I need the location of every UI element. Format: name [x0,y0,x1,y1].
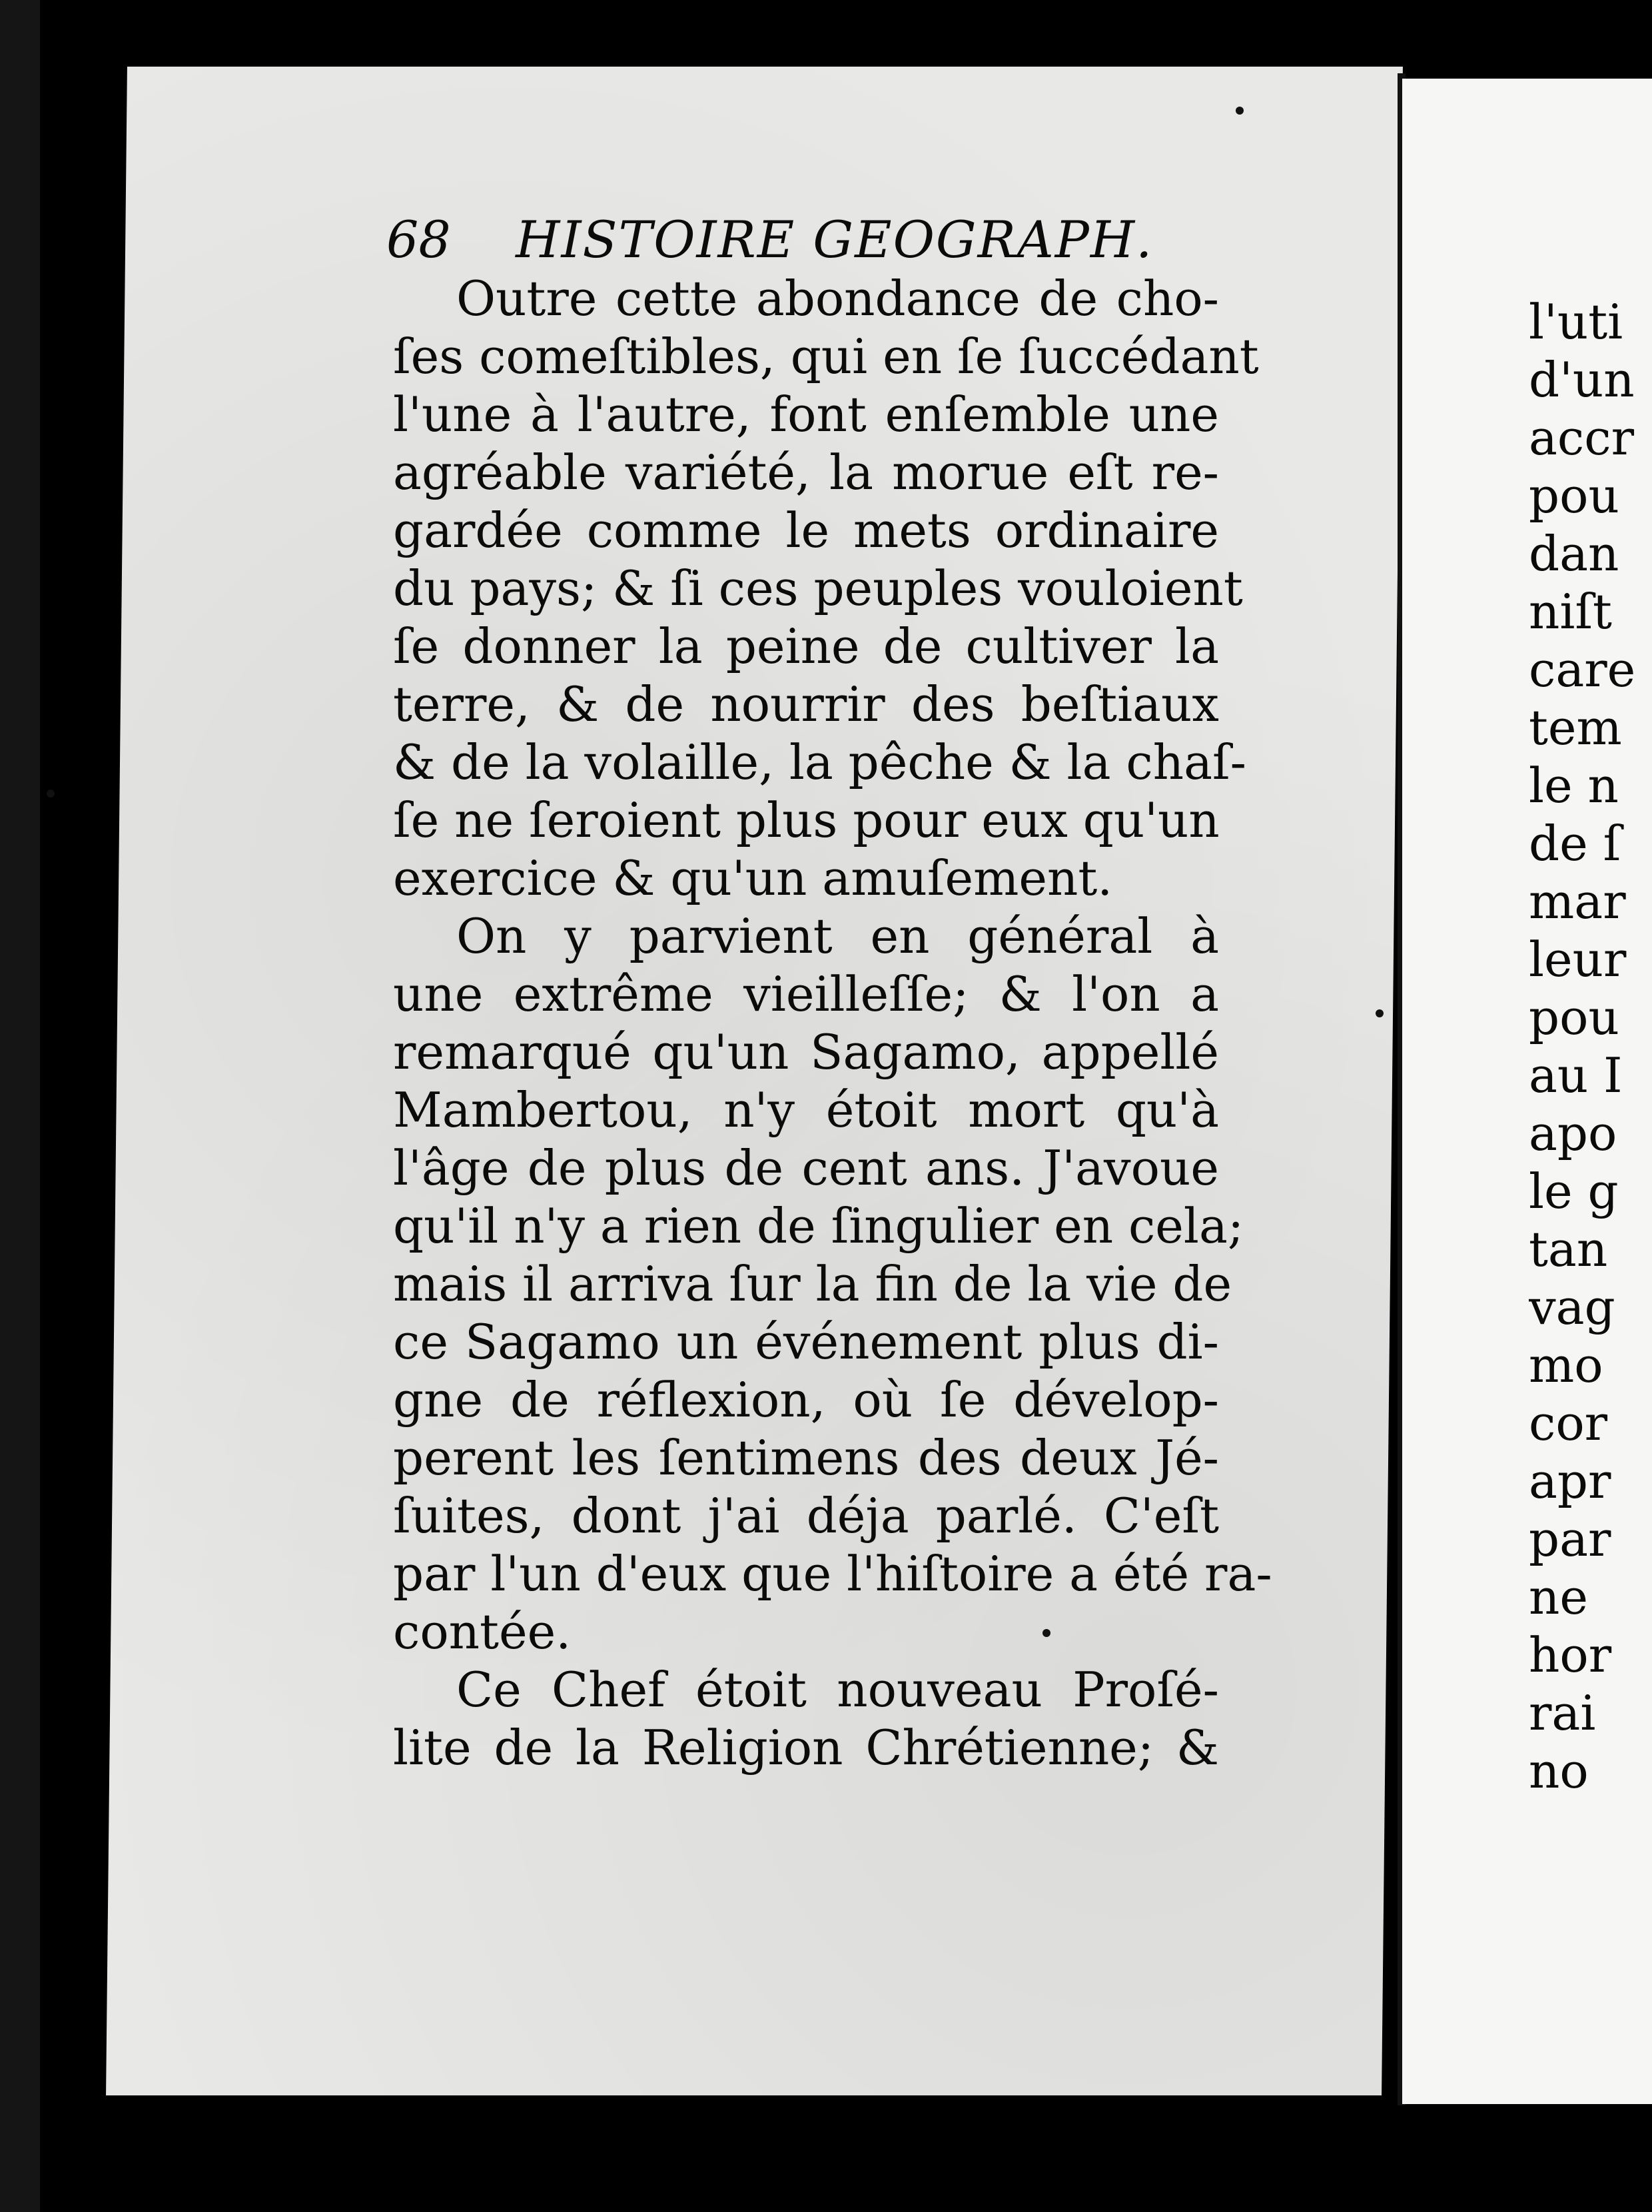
text-line: perent les ſentimens des deux Jé- [393,1430,1219,1486]
text-line: remarqué qu'un Sagamo, appellé [393,1024,1219,1080]
right-text-fragment: pou [1529,989,1619,1045]
ink-speck [47,790,55,798]
right-text-fragment: de ſ [1529,816,1621,871]
text-line: ſe donner la peine de cultiver la [393,618,1219,674]
right-text-fragment: pou [1529,468,1619,524]
text-line: terre, & de nourrir des beſtiaux [393,676,1219,732]
right-text-fragment: rai [1529,1685,1596,1741]
text-line: ce Sagamo un événement plus di- [393,1314,1219,1370]
right-text-fragment: apo [1529,1105,1617,1161]
left-page-text [393,270,1272,1777]
right-text-fragment: no [1529,1743,1589,1799]
running-head [386,200,1186,280]
right-page-text [1529,293,1652,1800]
text-line: une extrême vieilleſſe; & l'on a [393,966,1219,1022]
text-line: agréable variété, la morue eſt re- [393,444,1219,500]
right-text-fragment: au I [1529,1047,1623,1103]
text-line: l'une à l'autre, font enſemble une [393,386,1219,442]
right-text-fragment: apr [1529,1453,1611,1509]
right-text-fragment: care [1529,642,1636,698]
right-text-fragment: vag [1529,1279,1615,1335]
text-line: lite de la Religion Chrétienne; & [393,1720,1219,1776]
right-text-fragment: le g [1529,1163,1619,1219]
right-text-fragment: hor [1529,1627,1612,1683]
right-text-fragment: tan [1529,1221,1608,1277]
text-line: qu'il n'y a rien de ſingulier en cela; [393,1198,1244,1254]
ink-speck [1376,1009,1384,1017]
right-text-fragment: l'uti [1529,294,1623,350]
right-text-fragment: niſt [1529,584,1612,640]
scan-border-left [0,0,40,2212]
right-text-fragment: cor [1529,1395,1608,1451]
text-line: gne de réflexion, où ſe dévelop- [393,1372,1219,1428]
text-line: par l'un d'eux que l'hiſtoire a été ra- [393,1546,1272,1602]
right-text-fragment: dan [1529,526,1619,582]
text-line: du pays; & ſi ces peuples vouloient [393,560,1243,616]
right-text-fragment: mar [1529,873,1626,929]
page-number: 68 [386,210,451,269]
text-line: l'âge de plus de cent ans. J'avoue [393,1140,1219,1196]
text-line: gardée comme le mets ordinaire [393,502,1219,558]
text-line: Outre cette abondance de cho- [456,271,1219,326]
running-title: HISTOIRE GEOGRAPH. [516,210,1154,269]
right-text-fragment: par [1529,1511,1611,1567]
right-text-fragment: ne [1529,1569,1588,1625]
text-line: Mambertou, n'y étoit mort qu'à [393,1082,1219,1138]
ink-speck [1236,107,1244,115]
ink-speck [1042,1629,1050,1637]
text-line: On y parvient en général à [456,908,1219,964]
text-line: ſe ne ſeroient plus pour eux qu'un [393,792,1220,848]
text-line: & de la volaille, la pêche & la chaſ- [393,734,1246,790]
right-text-fragment: d'un [1529,352,1635,408]
text-line: ſes comeſtibles, qui en ſe ſuccédant [393,328,1259,384]
text-line: exercice & qu'un amuſement. [393,850,1113,906]
right-text-fragment: mo [1529,1337,1603,1393]
right-text-fragment: le n [1529,758,1619,814]
right-text-fragment: tem [1529,700,1622,756]
text-line: contée. [393,1604,572,1660]
text-line: mais il arriva ſur la fin de la vie de [393,1256,1232,1312]
right-text-fragment: accr [1529,410,1634,466]
text-line: Ce Chef étoit nouveau Proſé- [456,1662,1219,1718]
right-text-fragment: leur [1529,931,1627,987]
text-line: ſuites, dont j'ai déja parlé. C'eſt [393,1488,1219,1544]
